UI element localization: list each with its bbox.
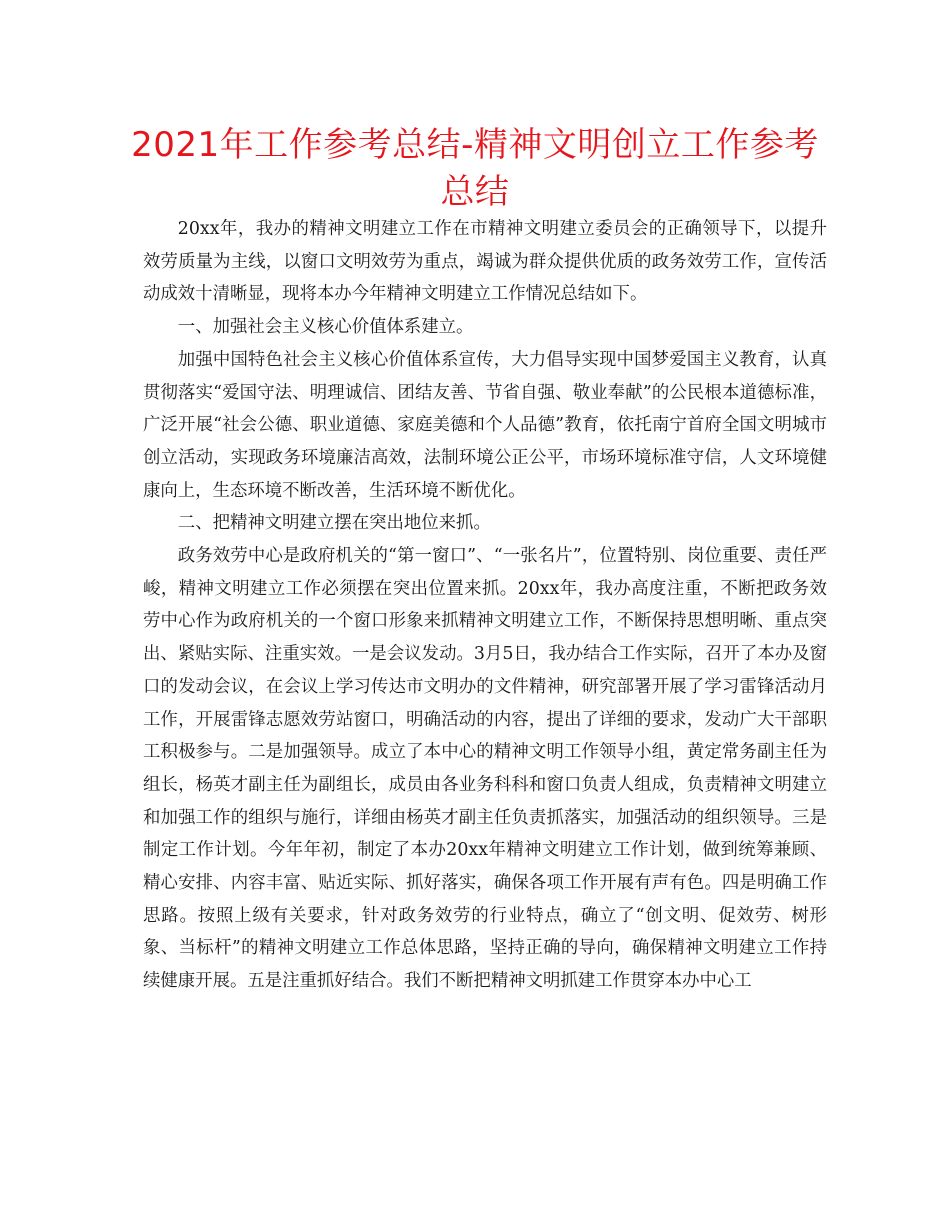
paragraph-section-2: 政务效劳中心是政府机关的“第一窗口”、“一张名片”，位置特别、岗位重要、责任严峻，精神文明建立工作必须摆在突出位置来抓。20xx年，我办高度注重，不断把政务效劳中心作为政府机关的一个窗口形象来抓精神文明建立工作，不断保持思想明晰、重点突出、紧贴实际、注重实效。一是会议发动。3月5日，我办结合工作实际，召开了本办及窗口的发动会议，在会议上学习传达市文明办的文件精神，研究部署开展了学习雷锋活动月工作，开展雷锋志愿效劳站窗口，明确活动的内容，提出了详细的要求，发动广大干部职工积极参与。二是加强领导。成立了本中心的精神文明工作领导小组，黄定常务副主任为组长，杨英才副主任为副组长，成员由各业务科科和窗口负责人组成，负责精神文明建立和加强工作的组织与施行，详细由杨英才副主任负责抓落实，加强活动的组织领导。三是制定工作计划。今年年初，制定了本办20xx年精神文明建立工作计划，做到统筹兼顾、精心安排、内容丰富、贴近实际、抓好落实，确保各项工作开展有声有色。四是明确工作思路。按照上级有关要求，针对政务效劳的行业特点，确立了“创文明、促效劳、树形象、当标杆”的精神文明建立工作总体思路，坚持正确的导向，确保精神文明建立工作持续健康开展。五是注重抓好结合。我们不断把精神文明抓建工作贯穿本办中心工 bbox=[143, 546, 827, 992]
paragraph-intro: 20xx年，我办的精神文明建立工作在市精神文明建立委员会的正确领导下，以提升效劳质量为主线，以窗口文明效劳为重点，竭诚为群众提供优质的政务效劳工作，宣传活动成效十清晰显，现将本办今年精神文明建立工作情况总结如下。 bbox=[143, 219, 827, 305]
section-heading-2: 二、把精神文明建立摆在突出地位来抓。 bbox=[177, 513, 491, 534]
section-heading-1: 一、加强社会主义核心价值体系建立。 bbox=[177, 317, 474, 338]
paragraph-section-1: 加强中国特色社会主义核心价值体系宣传，大力倡导实现中国梦爱国主义教育，认真贯彻落实“爱国守法、明理诚信、团结友善、节省自强、敬业奉献”的公民根本道德标准，广泛开展“社会公德、职业道德、家庭美德和个人品德”教育，依托南宁首府全国文明城市创立活动，实现政务环境廉洁高效，法制环境公正公平，市场环境标准守信，人文环境健康向上，生态环境不断改善，生活环境不断优化。 bbox=[143, 349, 827, 501]
document-title: 2021年工作参考总结-精神文明创立工作参考总结 bbox=[131, 125, 819, 212]
document-body bbox=[143, 213, 827, 998]
